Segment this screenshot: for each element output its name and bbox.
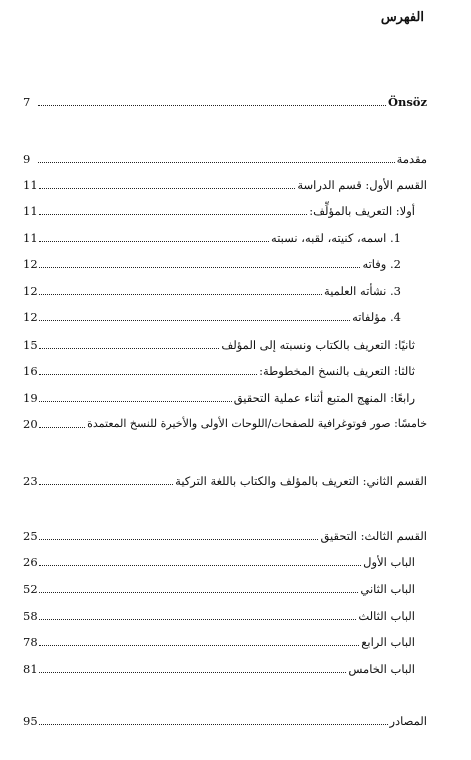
toc-entry-page: 19 (23, 391, 38, 405)
toc-entry-label: الباب الرابع (361, 635, 415, 649)
toc-entry-item-1 (23, 228, 401, 246)
toc-leader-dots (38, 161, 395, 163)
toc-entry-page: 7 (23, 95, 31, 109)
toc-leader-dots (39, 240, 269, 242)
toc-entry-label: 2. وفاته (362, 257, 401, 271)
toc-entry-label: المصادر (389, 714, 427, 728)
toc-entry-label: ثالثا: التعريف بالنسخ المخطوطة: (259, 364, 415, 378)
toc-entry-label: الباب الثالث (358, 609, 415, 623)
toc-entry-page: 58 (23, 609, 38, 623)
toc-entry-page: 78 (23, 635, 38, 649)
toc-entry-label: 3. نشأته العلمية (324, 284, 401, 298)
toc-entry-label: القسم الأول: قسم الدراسة (297, 178, 427, 192)
toc-leader-dots (39, 266, 361, 268)
toc-entry-chapter-5 (23, 659, 415, 677)
toc-entry-section-3 (23, 526, 427, 544)
toc-entry-label: 1. اسمه، كنيته، لقبه، نسبته (271, 231, 401, 245)
toc-entry-page: 95 (23, 714, 38, 728)
toc-leader-dots (39, 618, 357, 620)
toc-entry-label: مقدمة (396, 152, 427, 166)
toc-leader-dots (39, 644, 360, 646)
toc-entry-chapter-2 (23, 579, 415, 597)
toc-entry-first (23, 201, 415, 219)
toc-entry-section-2 (23, 471, 427, 489)
toc-leader-dots (39, 400, 232, 402)
toc-entry-chapter-4 (23, 632, 415, 650)
toc-leader-dots (39, 293, 322, 295)
toc-entry-introduction (23, 149, 427, 167)
toc-entry-label: الباب الخامس (348, 662, 415, 676)
toc-leader-dots (39, 483, 174, 485)
toc-entry-page: 12 (23, 284, 38, 298)
toc-leader-dots (39, 564, 362, 566)
toc-leader-dots (39, 347, 220, 349)
toc-entry-page: 12 (23, 310, 38, 324)
toc-entry-page: 20 (23, 417, 38, 431)
toc-leader-dots (39, 187, 296, 189)
toc-entry-label: رابعًا: المنهج المتبع أثناء عملية التحقيق (233, 391, 415, 405)
toc-entry-label: Önsöz (387, 95, 427, 109)
toc-entry-page: 9 (23, 152, 31, 166)
toc-entry-third (23, 361, 415, 379)
toc-leader-dots (39, 591, 359, 593)
toc-entry-page: 23 (23, 474, 38, 488)
toc-entry-label: الباب الثاني (360, 582, 415, 596)
toc-leader-dots (39, 213, 308, 215)
toc-leader-dots (39, 671, 347, 673)
toc-entry-page: 12 (23, 257, 38, 271)
toc-entry-page: 25 (23, 529, 38, 543)
toc-entry-page: 11 (23, 231, 38, 245)
toc-leader-dots (39, 723, 388, 725)
toc-entry-page: 81 (23, 662, 38, 676)
toc-entry-page: 26 (23, 555, 38, 569)
toc-entry-label: ثانيًا: التعريف بالكتاب ونسبته إلى المؤلف (221, 338, 415, 352)
toc-entry-page: 16 (23, 364, 38, 378)
toc-entry-page: 11 (23, 204, 38, 218)
toc-leader-dots (39, 426, 85, 428)
toc-entry-onsoz (23, 92, 427, 110)
toc-entry-page: 11 (23, 178, 38, 192)
toc-entry-label: 4. مؤلفاته (352, 310, 401, 324)
toc-entry-label: الباب الأول (363, 555, 415, 569)
toc-entry-item-4 (23, 307, 401, 325)
toc-entry-fourth (23, 388, 415, 406)
toc-entry-chapter-3 (23, 606, 415, 624)
page-title: الفهرس (380, 10, 424, 25)
toc-entry-item-3 (23, 281, 401, 299)
toc-leader-dots (39, 373, 257, 375)
toc-entry-second (23, 335, 415, 353)
toc-leader-dots (39, 319, 350, 321)
toc-entry-label: أولا: التعريف بالمؤلِّف: (309, 204, 415, 218)
toc-entry-page: 15 (23, 338, 38, 352)
toc-leader-dots (39, 538, 319, 540)
toc-entry-page: 52 (23, 582, 38, 596)
toc-entry-section-1 (23, 175, 427, 193)
toc-entry-item-2 (23, 254, 401, 272)
toc-entry-sources (23, 711, 427, 729)
toc-entry-label: القسم الثالث: التحقيق (320, 529, 427, 543)
toc-entry-chapter-1 (23, 552, 415, 570)
toc-entry-label: القسم الثاني: التعريف بالمؤلف والكتاب باللغة التركية (175, 474, 427, 488)
toc-entry-fifth (23, 414, 427, 432)
toc-leader-dots (38, 104, 386, 106)
toc-entry-label: خامسًا: صور فوتوغرافية للصفحات/اللوحات الأولى والأخيرة للنسخ المعتمدة (87, 417, 427, 430)
